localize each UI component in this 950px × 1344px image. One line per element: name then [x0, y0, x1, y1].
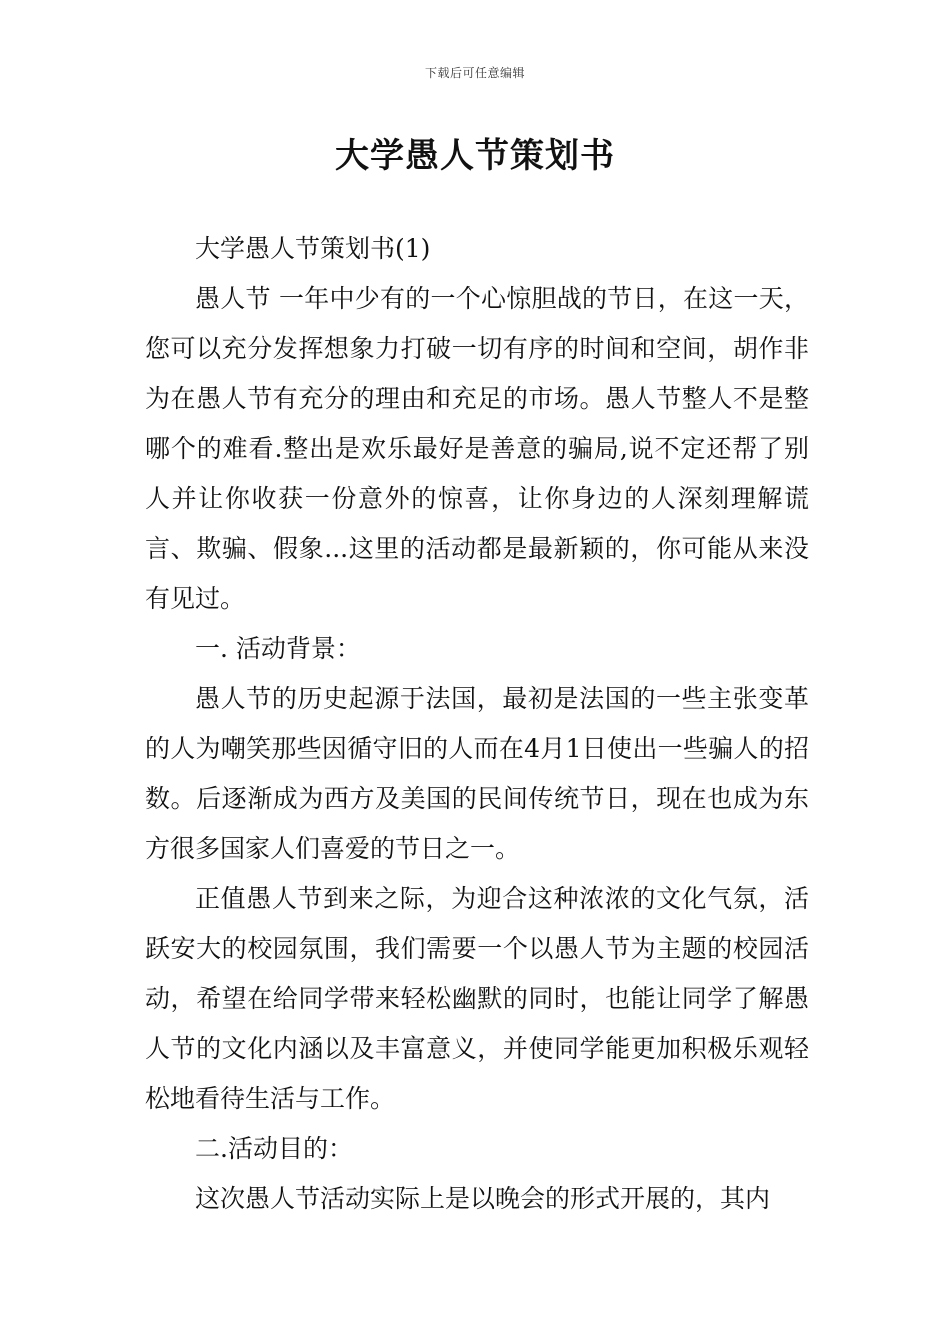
section-heading-background: 一. 活动背景： [195, 634, 361, 663]
document-title: 大学愚人节策划书 [335, 136, 615, 176]
campus-paragraph: 正值愚人节到来之际，为迎合这种浓浓的文化气氛，活跃安大的校园氛围，我们需要一个以愚人节为主题的校园活动，希望在给同学带来轻松幽默的同时，也能让同学了解愚人节的文化内涵以及丰富意义，并使同学能更加积极乐观轻松地看待生活与工作。 [145, 884, 809, 1113]
document-body [145, 224, 809, 1224]
intro-paragraph: 愚人节 一年中少有的一个心惊胆战的节日，在这一天，您可以充分发挥想象力打破一切有序的时间和空间，胡作非为在愚人节有充分的理由和充足的市场。愚人节整人不是整哪个的难看.整出是欢乐最好是善意的骗局,说不定还帮了别人并让你收获一份意外的惊喜，让你身边的人深刻理解谎言、欺骗、假象...这里的活动都是最新颖的，你可能从来没有见过。 [145, 284, 809, 613]
purpose-paragraph: 这次愚人节活动实际上是以晚会的形式开展的，其内 [195, 1184, 771, 1213]
section-heading-purpose: 二.活动目的： [195, 1134, 353, 1163]
history-paragraph: 愚人节的历史起源于法国，最初是法国的一些主张变革的人为嘲笑那些因循守旧的人而在4月1日使出一些骗人的招数。后逐渐成为西方及美国的民间传统节日，现在也成为东方很多国家人们喜爱的节日之一。 [145, 684, 809, 863]
subtitle-paragraph: 大学愚人节策划书(1) [195, 234, 431, 263]
header-note: 下载后可任意编辑 [424, 66, 525, 80]
